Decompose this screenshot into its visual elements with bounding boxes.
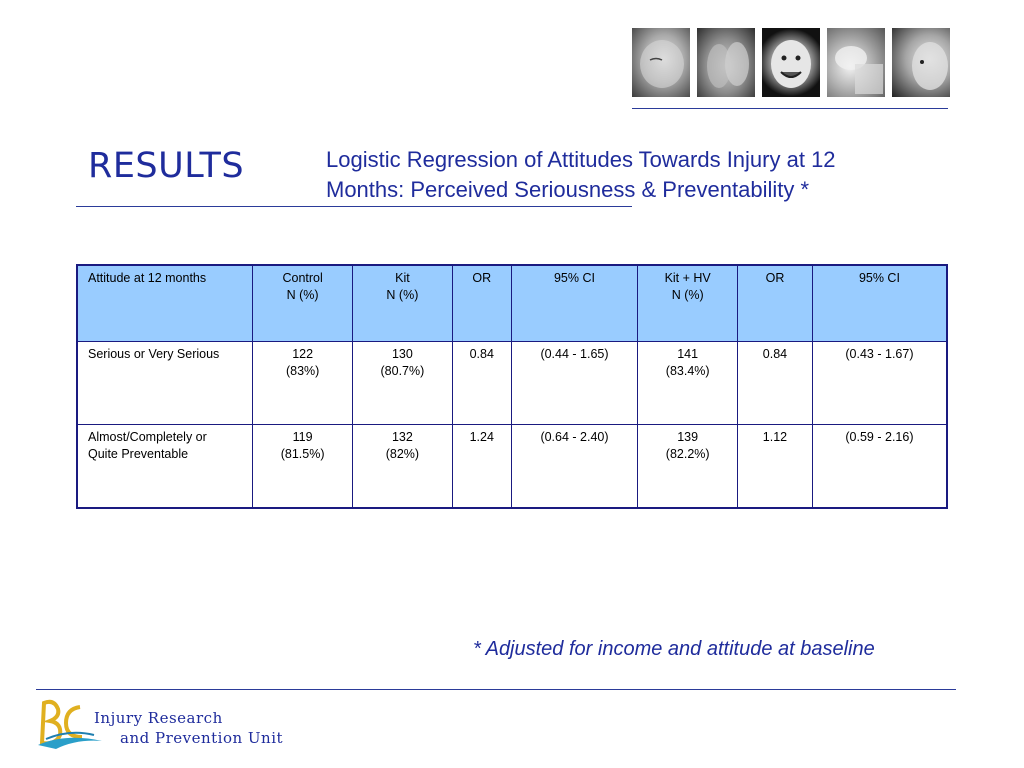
table-cell: [253, 342, 353, 425]
subtitle-line-1: Logistic Regression of Attitudes Towards Injury at 12: [326, 147, 836, 172]
table-cell: [511, 342, 638, 425]
header-text: Kit + HV: [664, 271, 711, 285]
table-cell: [812, 342, 947, 425]
baby-profile-photo: [892, 28, 950, 97]
cell-count: 122: [292, 347, 314, 361]
header-text: Kit: [395, 271, 410, 285]
header-subtext: N (%): [671, 288, 704, 302]
row-label-continued: Quite Preventable: [88, 447, 189, 461]
cell-percent: (83.4%): [665, 364, 710, 378]
header-subtext: N (%): [386, 288, 419, 302]
table-cell: [812, 425, 947, 509]
header-cell-kit-hv: [638, 265, 738, 342]
table-cell: [452, 425, 511, 509]
cell-percent: (80.7%): [380, 364, 425, 378]
baby-hand-photo: [827, 28, 885, 97]
header-cell-ci-kit: [511, 265, 638, 342]
row-label: Almost/Completely or: [88, 430, 207, 444]
table-cell: [452, 342, 511, 425]
row-label: Serious or Very Serious: [88, 347, 220, 361]
table-cell: [353, 342, 453, 425]
cell-confidence-interval: (0.59 - 2.16): [845, 430, 914, 444]
cell-odds-ratio: 0.84: [762, 347, 788, 361]
cell-percent: (81.5%): [280, 447, 325, 461]
row-label-cell: [77, 425, 253, 509]
header-text: 95% CI: [553, 271, 595, 285]
header-cell-ci-kit-hv: [812, 265, 947, 342]
footnote: * Adjusted for income and attitude at baseline: [473, 638, 875, 660]
cell-count: 141: [677, 347, 699, 361]
header-cell-or-kit: [452, 265, 511, 342]
header-text: 95% CI: [858, 271, 900, 285]
header-text: Control: [282, 271, 323, 285]
header-text: OR: [472, 271, 492, 285]
baby-sleeping-photo: [632, 28, 690, 97]
table-cell: [253, 425, 353, 509]
subtitle-line-2: Months: Perceived Seriousness & Preventability *: [326, 177, 810, 202]
header-text: OR: [765, 271, 785, 285]
cell-odds-ratio: 0.84: [469, 347, 494, 361]
table-cell: [638, 342, 738, 425]
top-divider: [632, 108, 948, 109]
slide-subtitle: [326, 145, 966, 205]
table-cell: [511, 425, 638, 509]
header-cell-control: [253, 265, 353, 342]
header-cell-or-kit-hv: [738, 265, 813, 342]
table-cell: [638, 425, 738, 509]
cell-odds-ratio: 1.24: [469, 430, 494, 444]
cell-count: 130: [391, 347, 413, 361]
header-cell-kit: [353, 265, 453, 342]
photo-strip: [632, 28, 950, 97]
section-title: RESULTS: [88, 146, 245, 186]
row-label-cell: [77, 342, 253, 425]
cell-confidence-interval: (0.43 - 1.67): [845, 347, 914, 361]
cell-count: 119: [292, 430, 313, 444]
cell-confidence-interval: (0.44 - 1.65): [540, 347, 609, 361]
header-cell-attitude: [77, 265, 253, 342]
cell-odds-ratio: 1.12: [762, 430, 788, 444]
cell-percent: (82%): [385, 447, 420, 461]
header-subtext: N (%): [286, 288, 319, 302]
cell-count: 132: [391, 430, 413, 444]
table-cell: [738, 342, 813, 425]
table-header-row: [77, 265, 947, 342]
table-row: [77, 342, 947, 425]
baby-smiling-photo: [762, 28, 820, 97]
header-text: Attitude at 12 months: [88, 271, 207, 285]
results-table: [76, 264, 948, 509]
cell-percent: (83%): [285, 364, 320, 378]
cell-count: 139: [677, 430, 699, 444]
logo-text-line-2: and Prevention Unit: [120, 729, 284, 747]
bottom-divider: [36, 689, 956, 690]
logo-text-line-1: Injury Research: [94, 709, 223, 727]
table-cell: [738, 425, 813, 509]
table-cell: [353, 425, 453, 509]
table-row: [77, 425, 947, 509]
bc-injury-research-logo: [36, 695, 284, 755]
cell-percent: (82.2%): [665, 447, 710, 461]
title-divider: [76, 206, 632, 207]
baby-feet-photo: [697, 28, 755, 97]
cell-confidence-interval: (0.64 - 2.40): [540, 430, 609, 444]
